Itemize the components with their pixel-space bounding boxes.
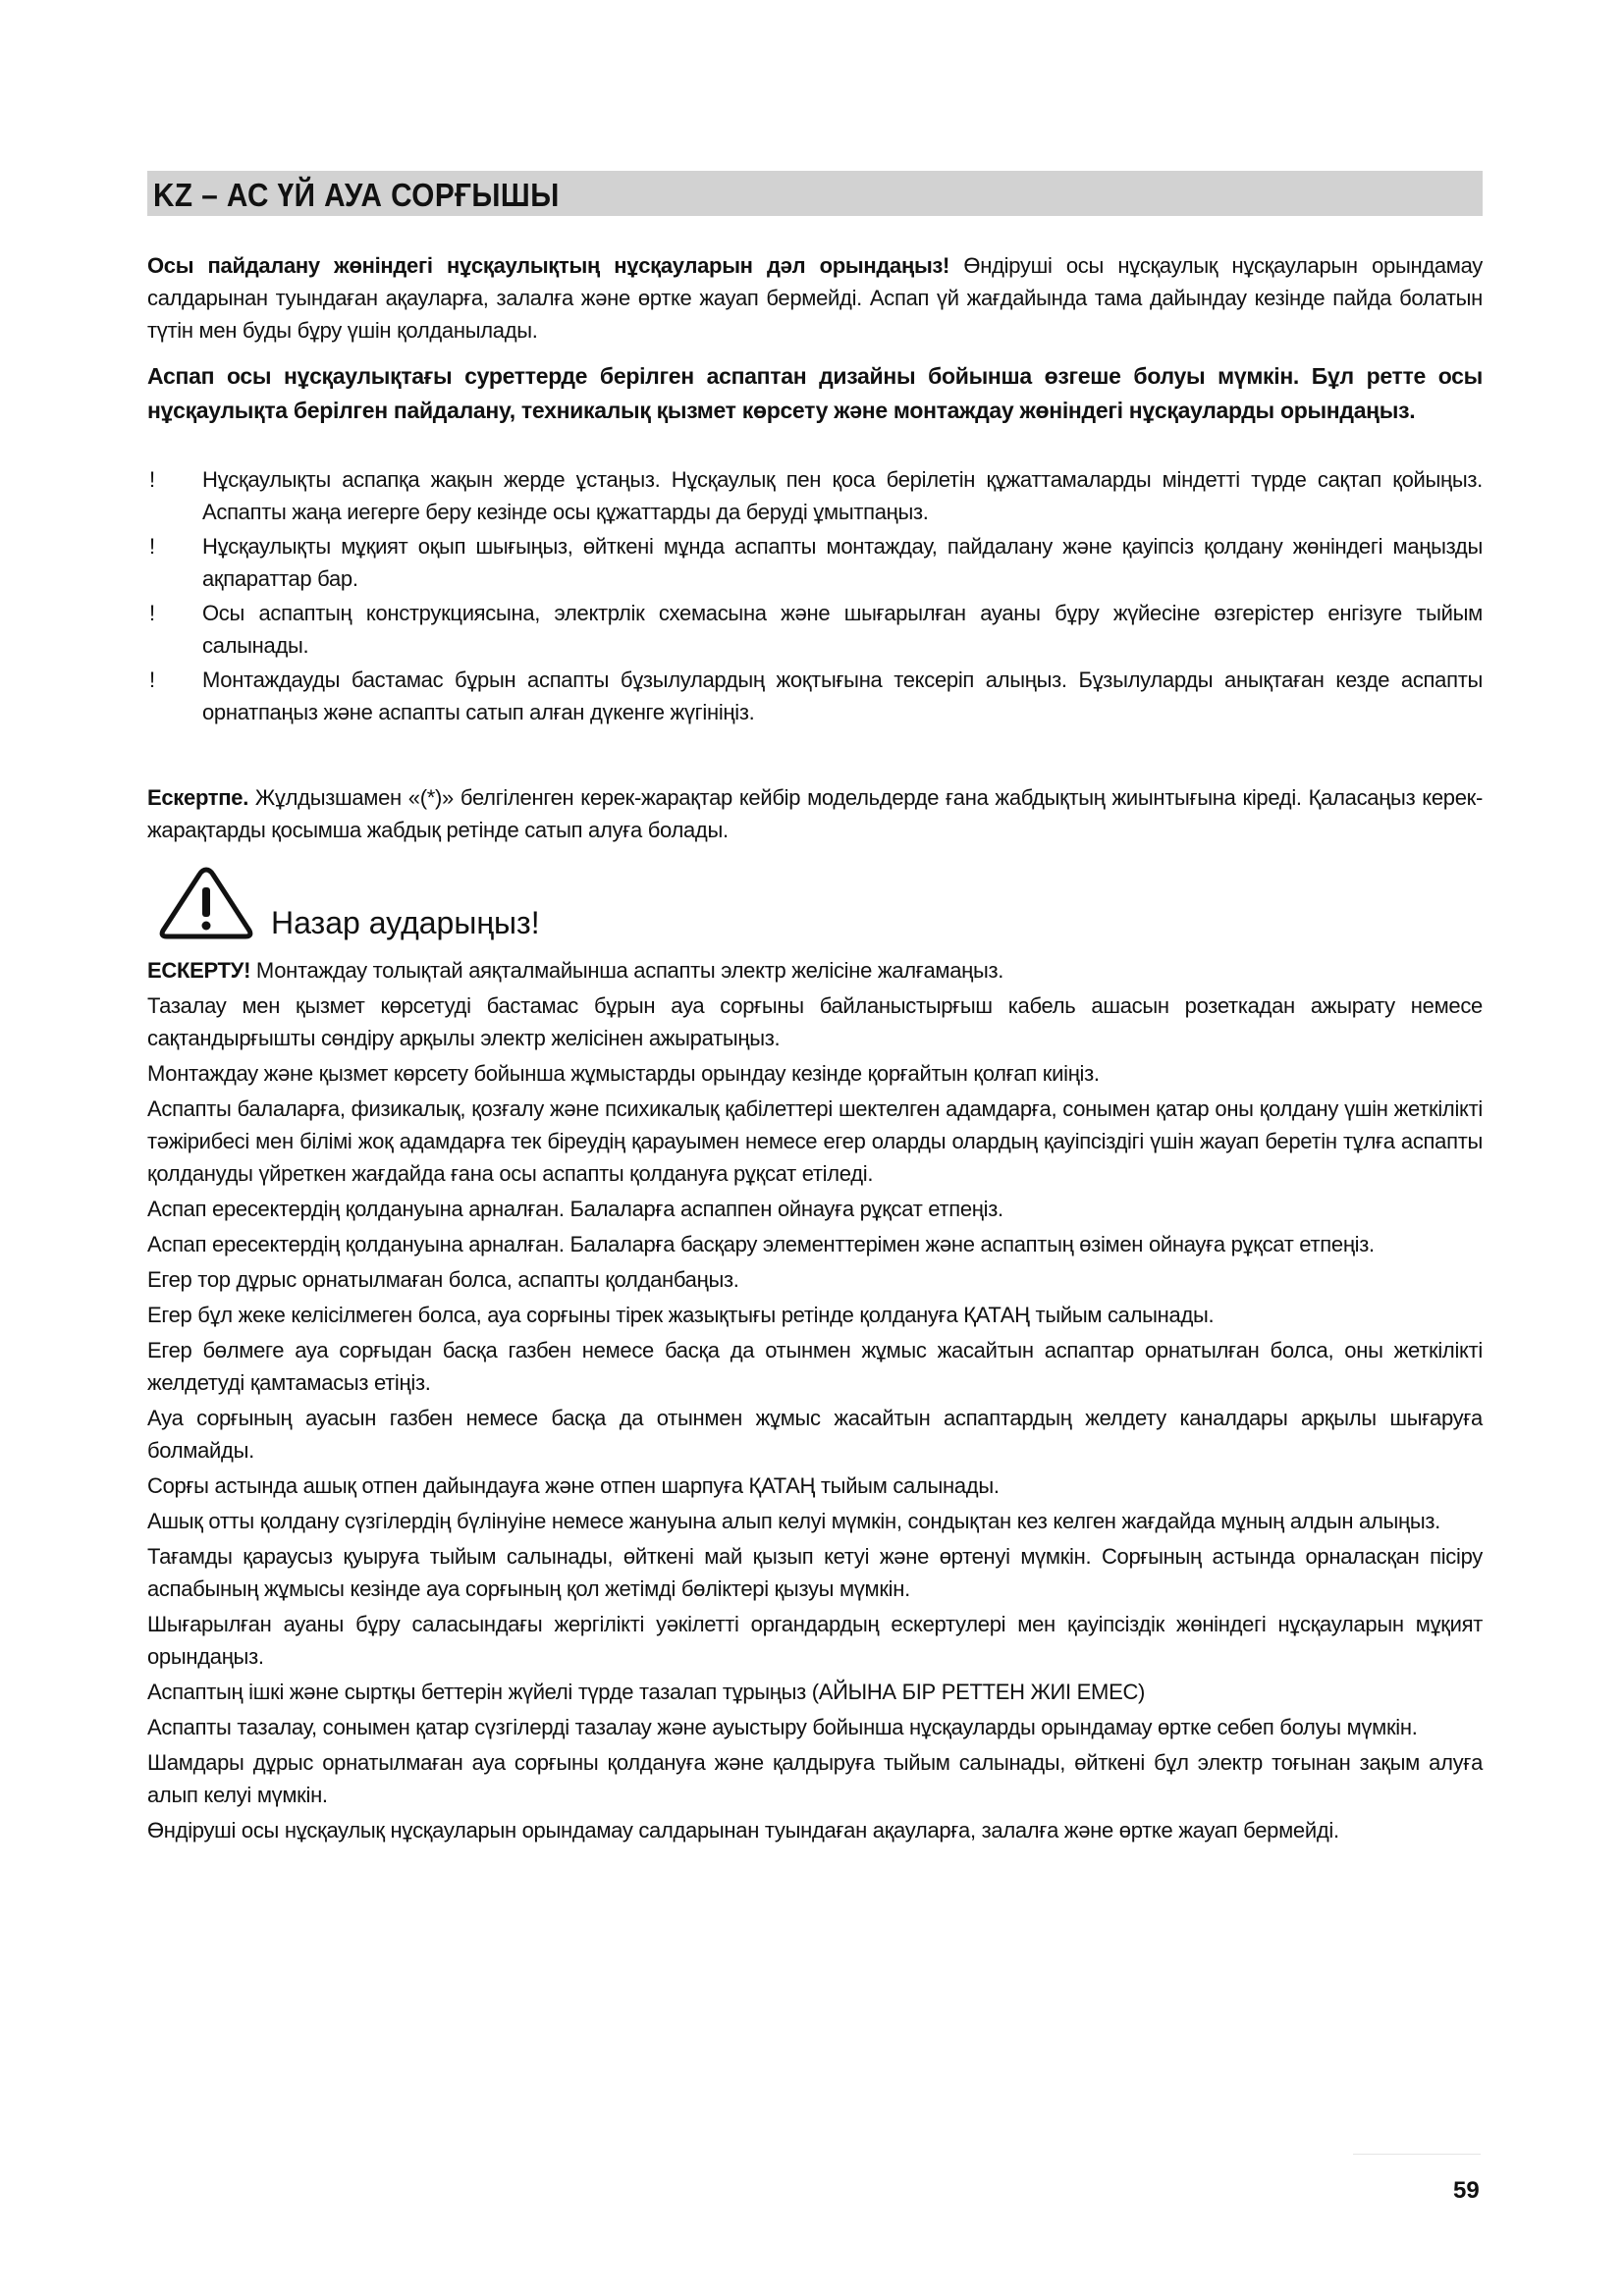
safety-paragraph: Өндіруші осы нұсқаулық нұсқауларын орындамау салдарынан туындаған ақауларға, залалға және өртке жауап бермейді. <box>147 1818 1339 1842</box>
safety-paragraph: Сорғы астында ашық отпен дайындауға және отпен шарпуға ҚАТАҢ тыйым салынады. <box>147 1473 1000 1498</box>
list-item <box>147 530 1483 595</box>
safety-paragraph: Аспаптың ішкі және сыртқы беттерін жүйелі түрде тазалап тұрыңыз (АЙЫНА БІР РЕТТЕН ЖИІ ЕМЕС) <box>147 1680 1146 1704</box>
warning-bold: ЕСКЕРТУ! <box>147 958 251 983</box>
attention-block <box>157 864 746 942</box>
exclamation-mark: ! <box>149 667 155 692</box>
warning-text: Монтаждау толықтай аяқталмайынша аспапты электр желісіне жалғамаңыз. <box>250 958 1004 983</box>
note-paragraph <box>147 781 1483 846</box>
intro-text: Өндіруші осы нұсқаулық нұсқауларын орындамау салдарынан туындаған ақауларға, залалға және өртке жауап бермейді. Аспап үй жағдайында тама дайындау кезінде пайда болатын түтін мен буды бұру үшін қолданылады. <box>147 253 1484 343</box>
note-text: Жұлдызшамен «(*)» белгіленген керек-жарақтар кейбір модельдерде ғана жабдықтың жиынтығына кіреді. Қаласаңыз керек-жарақтарды қосымша жабдық ретінде сатып алуға болады. <box>147 785 1483 842</box>
safety-paragraph: Егер бұл жеке келісілмеген болса, ауа сорғыны тірек жазықтығы ретінде қолдануға ҚАТАҢ тыйым салынады. <box>147 1303 1215 1327</box>
safety-paragraph: Тазалау мен қызмет көрсетуді бастамас бұрын ауа сорғыны байланыстырғыш кабель ашасын розеткадан ажырату немесе сақтандырғышты сөндіру арқылы электр желісінен ажыратыңыз. <box>147 993 1483 1050</box>
attention-title: Назар аударыңыз! <box>271 905 540 940</box>
safety-paragraph: Шамдары дұрыс орнатылмаған ауа сорғыны қолдануға және қалдыруға тыйым салынады, өйткені бұл электр тоғынан зақым алуға алып келуі мүмкін. <box>147 1750 1483 1807</box>
safety-paragraph: Егер бөлмеге ауа сорғыдан басқа газбен немесе басқа да отынмен жұмыс жасайтын аспаптар орнатылған болса, оны жеткілікті желдетуді қамтамасыз етіңіз. <box>147 1338 1483 1395</box>
warning-triangle-icon <box>157 864 255 942</box>
warning-paragraph <box>147 954 1483 987</box>
safety-paragraph: Ауа сорғының ауасын газбен немесе басқа да отынмен жұмыс жасайтын аспаптардың желдету каналдары арқылы шығаруға болмайды. <box>147 1406 1483 1463</box>
safety-paragraph: Ашық отты қолдану сүзгілердің бүлінуіне немесе жануына алып келуі мүмкін, сондықтан кез келген жағдайда мұның алдын алыңыз. <box>147 1509 1440 1533</box>
intro-bold: Осы пайдалану жөніндегі нұсқаулықтың нұсқауларын дәл орындаңыз! <box>147 253 950 278</box>
exclamation-mark: ! <box>149 534 155 559</box>
list-item <box>147 597 1483 662</box>
list-item <box>147 463 1483 528</box>
list-item-text: Нұсқаулықты аспапқа жақын жерде ұстаңыз. Нұсқаулық пен қоса берілетін құжаттамаларды міндетті түрде сақтап қойыңыз. Аспапты жаңа иегерге беру кезінде осы құжаттарды да беруді ұмытпаңыз. <box>202 467 1483 524</box>
safety-paragraph: Монтаждау және қызмет көрсету бойынша жұмыстарды орындау кезінде қорғайтын қолғап киіңіз. <box>147 1061 1100 1086</box>
safety-paragraph: Аспапты тазалау, сонымен қатар сүзгілерді тазалау және ауыстыру бойынша нұсқауларды орындамау өртке себеп болуы мүмкін. <box>147 1715 1418 1739</box>
page-number: 59 <box>1453 2177 1480 2204</box>
exclamation-mark: ! <box>149 467 155 492</box>
safety-paragraph: Егер тор дұрыс орнатылмаған болса, аспапты қолданбаңыз. <box>147 1267 739 1292</box>
safety-paragraph: Тағамды қараусыз қуыруға тыйым салынады, өйткені май қызып кетуі және өртенуі мүмкін. Сорғының астында орналасқан пісіру аспабының жұмысы кезінде ауа сорғының қол жетімді бөліктері қызуы мүмкін. <box>147 1544 1483 1601</box>
note-bold: Ескертпе. <box>147 785 249 810</box>
safety-paragraph: Аспап ересектердің қолдануына арналған. Балаларға аспаппен ойнауға рұқсат етпеңіз. <box>147 1197 1003 1221</box>
design-warning: Аспап осы нұсқаулықтағы суреттерде берілген аспаптан дизайны бойынша өзгеше болуы мүмкін. Бұл ретте осы нұсқаулықта берілген пайдалану, техникалық қызмет көрсету және монтаждау жөніндегі нұсқауларды орындаңыз. <box>147 363 1483 423</box>
footer-divider <box>1353 2154 1481 2155</box>
list-item-text: Осы аспаптың конструкциясына, электрлік схемасына және шығарылған ауаны бұру жүйесіне өзгерістер енгізуге тыйым салынады. <box>202 601 1483 658</box>
safety-paragraph: Аспапты балаларға, физикалық, қозғалу және психикалық қабілеттері шектелген адамдарға, сонымен қатар оны қолдану үшін жеткілікті тәжірибесі мен білімі жоқ адамдарға тек біреудің қарауымен немесе егер оларды олардың қауіпсіздігі үшін жауап беретін тұлға аспапты қолдануды үйреткен жағдайда ғана осы аспапты қолдануға рұқсат етіледі. <box>147 1096 1483 1186</box>
safety-paragraph: Шығарылған ауаны бұру саласындағы жергілікті уәкілетті органдардың ескертулері мен қауіпсіздік жөніндегі нұсқауларын мұқият орындаңыз. <box>147 1612 1483 1669</box>
list-item-text: Монтаждауды бастамас бұрын аспапты бұзылулардың жоқтығына тексеріп алыңыз. Бұзылуларды анықтаған кезде аспапты орнатпаңыз және аспапты сатып алған дүкенге жүгініңіз. <box>202 667 1483 724</box>
section-title: KZ – АС ҮЙ АУА СОРҒЫШЫ <box>153 177 560 213</box>
exclamation-mark: ! <box>149 601 155 625</box>
safety-paragraph: Аспап ересектердің қолдануына арналған. Балаларға басқару элементтерімен және аспаптың өзімен ойнауға рұқсат етпеңіз. <box>147 1232 1375 1256</box>
safety-instructions <box>147 954 1483 1849</box>
bullet-list <box>147 463 1483 730</box>
intro-paragraph <box>147 249 1483 347</box>
list-item <box>147 664 1483 728</box>
list-item-text: Нұсқаулықты мұқият оқып шығыңыз, өйткені мұнда аспапты монтаждау, пайдалану және қауіпсіз қолдану жөніндегі маңызды ақпараттар бар. <box>202 534 1483 591</box>
section-header-bar <box>147 171 1483 216</box>
